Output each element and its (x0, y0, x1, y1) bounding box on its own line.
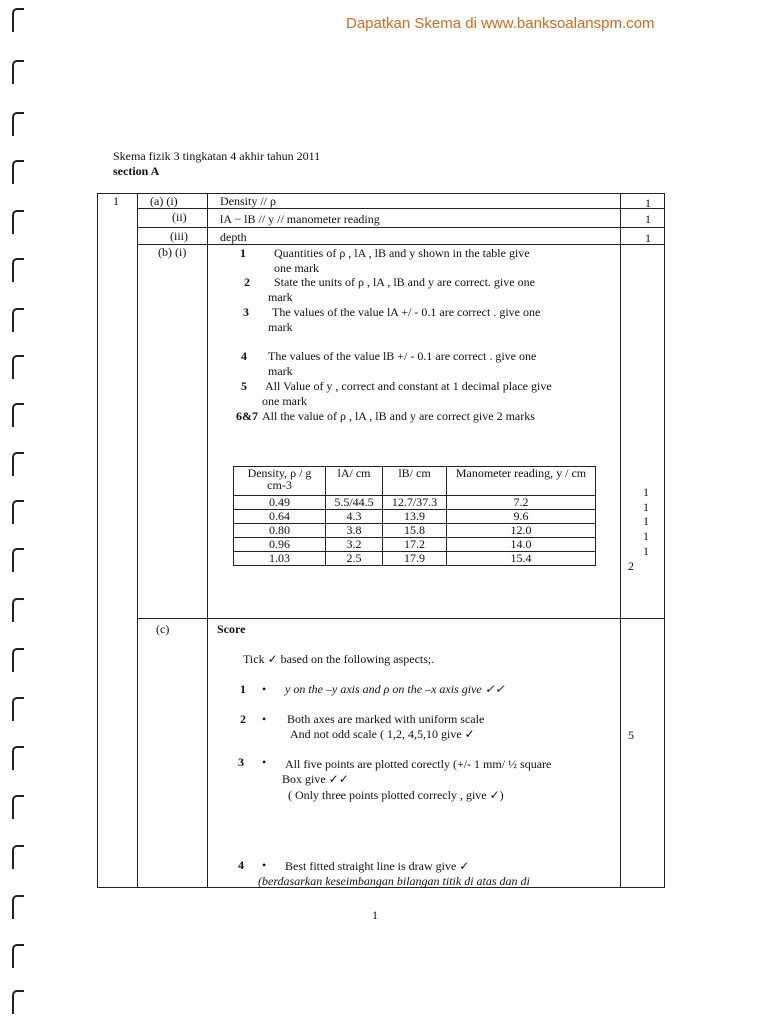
bullet-icon: • (262, 858, 267, 872)
table-mark: 1 (643, 514, 649, 528)
criterion-text: All the value of ρ , lA , lB and y are correct give 2 marks (262, 409, 535, 423)
part-a-iii-answer: depth (220, 230, 247, 244)
part-a-ii-answer: lA − lB // y // manometer reading (220, 212, 380, 226)
part-c-label: (c) (156, 622, 170, 636)
table-mark: 2 (628, 559, 634, 573)
cell-density: 0.96 (234, 538, 326, 552)
cell-y: 14.0 (447, 538, 596, 552)
cell-la: 3.2 (326, 538, 383, 552)
table-header-density: Density, ρ / g cm-3 (234, 467, 326, 496)
cell-density: 0.64 (234, 510, 326, 524)
document-title: Skema fizik 3 tingkatan 4 akhir tahun 2011 (113, 149, 321, 163)
cell-density: 0.80 (234, 524, 326, 538)
criterion-number: 2 (244, 275, 250, 289)
cell-la: 3.8 (326, 524, 383, 538)
table-mark: 1 (643, 544, 649, 558)
criterion-text: All Value of y , correct and constant at 1 decimal place give (265, 379, 552, 393)
aspect-number: 1 (240, 682, 246, 696)
table-header-la: lA/ cm (326, 467, 383, 496)
criterion-number: 3 (243, 305, 249, 319)
part-a-i-label: (a) (i) (150, 194, 178, 208)
cell-y: 9.6 (447, 510, 596, 524)
cell-lb: 15.8 (383, 524, 447, 538)
cell-lb: 13.9 (383, 510, 447, 524)
cell-density: 1.03 (234, 552, 326, 566)
criterion-text-continued: one mark (262, 394, 307, 408)
aspect-text-continued: (berdasarkan keseimbangan bilangan titik di atas dan di (258, 874, 530, 888)
page-number: 1 (372, 908, 378, 922)
bullet-icon: • (262, 755, 267, 769)
criterion-number: 5 (241, 379, 247, 393)
cell-y: 15.4 (447, 552, 596, 566)
question-number: 1 (113, 194, 119, 208)
part-a-iii-label: (iii) (170, 229, 188, 243)
aspect-text-continued: And not odd scale ( 1,2, 4,5,10 give ✓ (290, 727, 475, 741)
part-c-mark: 5 (628, 728, 634, 742)
table-mark: 1 (643, 500, 649, 514)
bullet-icon: • (262, 682, 267, 696)
criterion-number: 6&7 (236, 409, 258, 423)
criterion-text-continued: mark (268, 320, 293, 334)
table-header-manometer: Manometer reading, y / cm (447, 467, 596, 496)
criterion-text-continued: mark (268, 364, 293, 378)
score-label: Score (217, 622, 246, 636)
part-a-i-mark: 1 (645, 196, 651, 210)
part-a-ii-mark: 1 (645, 212, 651, 226)
criterion-text-continued: one mark (274, 261, 319, 275)
aspect-text: All five points are plotted corectly (+/- 1 mm/ ½ square (285, 757, 552, 771)
part-b-i-label: (b) (i) (158, 245, 187, 259)
criterion-text: The values of the value lB +/ - 0.1 are correct . give one (268, 349, 537, 363)
aspect-text: y on the –y axis and ρ on the –x axis give ✓✓ (285, 682, 505, 696)
aspect-text-continued: Box give ✓✓ (282, 772, 349, 786)
aspect-number: 4 (238, 858, 244, 872)
bullet-icon: • (262, 712, 267, 726)
ring-binding-decoration (6, 0, 26, 1024)
part-a-i-answer: Density // ρ (220, 194, 276, 208)
aspect-text: Best fitted straight line is draw give ✓ (285, 859, 470, 873)
score-intro: Tick ✓ based on the following aspects;. (243, 652, 435, 666)
criterion-text: The values of the value lA +/ - 0.1 are correct . give one (272, 305, 541, 319)
header-website-link[interactable]: Dapatkan Skema di www.banksoalanspm.com (346, 15, 655, 32)
table-mark: 1 (643, 485, 649, 499)
part-a-ii-label: (ii) (172, 210, 187, 224)
part-a-iii-mark: 1 (645, 231, 651, 245)
cell-y: 7.2 (447, 496, 596, 510)
section-heading: section A (113, 164, 160, 178)
cell-lb: 17.2 (383, 538, 447, 552)
cell-la: 5.5/44.5 (326, 496, 383, 510)
table-row (234, 552, 596, 566)
results-data-table (233, 466, 596, 566)
table-row (234, 524, 596, 538)
criterion-text-continued: mark (268, 290, 293, 304)
table-row (234, 510, 596, 524)
aspect-text-continued: ( Only three points plotted correcly , give ✓) (288, 788, 504, 802)
table-mark: 1 (643, 529, 649, 543)
table-row (234, 538, 596, 552)
cell-density: 0.49 (234, 496, 326, 510)
table-header-lb: lB/ cm (383, 467, 447, 496)
criterion-text: State the units of ρ , lA , lB and y are correct. give one (274, 275, 535, 289)
criterion-number: 1 (240, 246, 246, 260)
cell-lb: 12.7/37.3 (383, 496, 447, 510)
cell-la: 2.5 (326, 552, 383, 566)
cell-y: 12.0 (447, 524, 596, 538)
aspect-text: Both axes are marked with uniform scale (287, 712, 485, 726)
cell-la: 4.3 (326, 510, 383, 524)
cell-lb: 17.9 (383, 552, 447, 566)
aspect-number: 3 (238, 755, 244, 769)
aspect-number: 2 (240, 712, 246, 726)
table-row (234, 496, 596, 510)
criterion-text: Quantities of ρ , lA , lB and y shown in the table give (274, 246, 530, 260)
criterion-number: 4 (241, 349, 247, 363)
